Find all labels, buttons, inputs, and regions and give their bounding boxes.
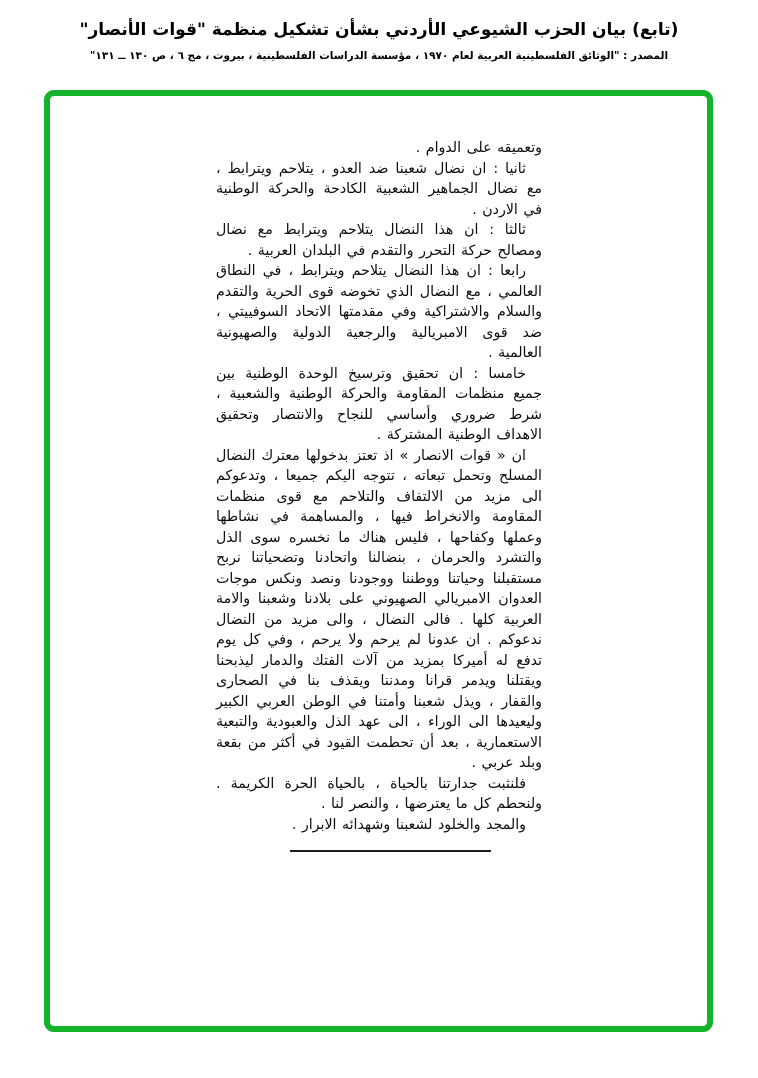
document-paragraph: فلنثبت جدارتنا بالحياة ، بالحياة الحرة الكريمة . ولنحطم كل ما يعترضها ، والنصر لنا . [216, 775, 542, 812]
document-text-column [216, 138, 542, 835]
document-paragraph: والمجد والخلود لشعبنا وشهدائه الابرار . [291, 816, 526, 833]
end-of-document-divider [290, 850, 491, 852]
document-paragraph: ثالثا : ان هذا النضال يتلاحم ويترابط مع نضال ومصالح حركة التحرر والتقدم في البلدان العربية . [216, 222, 542, 259]
document-paragraph: خامسا : ان تحقيق وترسيخ الوحدة الوطنية بين جميع منظمات المقاومة والحركة الوطنية والشعبية ، شرط ضروري وأساسي للنجاح والانتصار وتحقيق الاهداف الوطنية المشتركة . [216, 365, 542, 443]
document-paragraph: ثانيا : ان نضال شعبنا ضد العدو ، يتلاحم ويترابط ، مع نضال الجماهير الشعبية الكادحة والحركة الوطنية في الاردن . [216, 160, 542, 218]
document-header [0, 20, 758, 62]
source-citation-line: المصدر : "الوثائق الفلسطينية العربية لعام ١٩٧٠ ، مؤسسة الدراسات الفلسطينية ، بيروت ، مج ٦ ، ص ١٣٠ ــ ١٣١" [89, 50, 669, 62]
document-paragraph: وتعميقه على الدوام . [415, 140, 542, 156]
document-paragraph: رابعا : ان هذا النضال يتلاحم ويترابط ، في النطاق العالمي ، مع النضال الذي تخوضه قوى الحرية والتقدم والسلام والاشتراكية وفي مقدمتها الاتحاد السوفييتي ، ضد قوى الامبريالية والرجعية الدولية والصهيونية العالمية . [216, 263, 542, 361]
document-paragraph: ان « قوات الانصار » اذ تعتز بدخولها معترك النضال المسلح وتحمل تبعاته ، تتوجه اليكم جميعا ، وتدعوكم الى مزيد من الالتفاف والتلاحم مع قوى منظمات المقاومة والانخراط فيها ، والمساهمة في نشاطها وعملها وكفاحها ، فليس هناك ما نخسره سوى الذل والتشرد والحرمان ، بنضالنا واتحادنا وتضحياتنا نربح مستقبلنا وحياتنا ووطننا ووجودنا ونصد ونكس موجات العدوان الامبريالي الصهيوني على بلادنا وشعبنا والامة العربية كلها . فالى النضال ، والى مزيد من النضال ندعوكم . ان عدونا لم يرحم ولا يرحم ، وفي كل يوم تدفع له أميركا بمزيد من آلات الفتك والدمار ليذبحنا ويقتلنا ويدمر قرانا ومدننا ويقذف بنا في الصحارى والقفار ، ويذل شعبنا وأمتنا في الوطن العربي الكبير وليعيدها الى الوراء ، الى عهد الذل والعبودية والتبعية الاستعمارية ، بعد أن تحطمت القيود في أكثر من بقعة وبلد عربي . [216, 447, 542, 771]
page-title: (تابع) بيان الحزب الشيوعي الأردني بشأن تشكيل منظمة "قوات الأنصار" [79, 20, 679, 40]
